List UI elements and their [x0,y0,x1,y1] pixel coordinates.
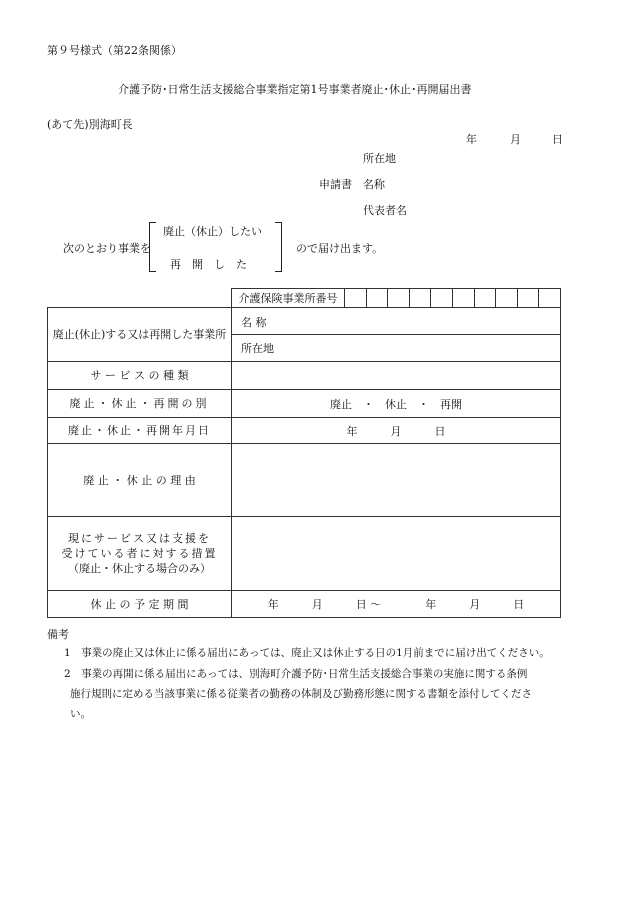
reason-label: 廃 止 ・ 休 止 の 理 由 [48,444,232,517]
type-options[interactable]: 廃止 ・ 休止 ・ 再開 [232,390,561,418]
left-bracket [149,222,156,272]
addressee: (あて先)別海町長 [47,118,133,131]
notes-heading: 備考 [47,628,69,641]
measures-label-line: （廃止・休止する場合のみ） [68,562,211,575]
statement-option-resume: 再 開 し た [170,258,247,271]
facility-address-field[interactable] [232,335,561,362]
applicant-name-label: 名称 [363,178,385,191]
note-2-line-3: い。 [70,708,91,720]
office-number-digit[interactable] [539,289,561,308]
applicant-address-label: 所在地 [363,152,396,165]
representative-label: 代表者名 [363,204,407,217]
office-number-digit[interactable] [366,289,388,308]
office-number-digit[interactable] [409,289,431,308]
facility-label: 廃止(休止)する又は再開した事業所 [48,308,232,362]
form-number: 第９号様式（第22条関係） [47,44,182,57]
office-number-digit[interactable] [452,289,474,308]
statement-suffix: ので届け出ます。 [296,242,384,255]
date-field[interactable]: 年 月 日 [232,418,561,444]
type-label: 廃止・休止・再開の別 [48,390,232,418]
office-number-digit[interactable] [517,289,539,308]
note-1: 1 事業の廃止又は休止に係る届出にあっては、廃止又は休止する日の1月前までに届け出てください。 [64,647,550,659]
measures-label-line: 現にサービス又は支援を [68,532,211,545]
date-year-label: 年 [466,133,477,146]
facility-name-field[interactable] [232,308,561,335]
service-type-label: サ ー ビ ス の 種 類 [48,362,232,390]
service-type-field[interactable] [232,362,561,390]
statement-option-abolish: 廃止（休止）したい [163,225,262,238]
document-title: 介護予防･日常生活支援総合事業指定第1号事業者廃止･休止･再開届出書 [118,83,472,96]
date-day-label: 日 [552,133,563,146]
date-label: 廃止・休止・再開年月日 [48,418,232,444]
office-number-digit[interactable] [474,289,496,308]
office-number-digit[interactable] [496,289,518,308]
statement-prefix: 次のとおり事業を [63,242,151,255]
measures-label-line: 受けている者に対する措置 [61,547,218,560]
note-2-line-1: 2 事業の再開に係る届出にあっては、別海町介護予防･日常生活支援総合事業の実施に関する条例 [64,668,528,680]
applicant-label: 申請書 [319,178,352,191]
office-number-digit[interactable] [388,289,410,308]
office-number-label: 介護保険事業所番号 [232,289,345,308]
note-2-line-2: 施行規則に定める当該事業に係る従業者の勤務の体制及び勤務形態に関する書類を添付してくださ [70,688,532,700]
reason-field[interactable] [232,444,561,517]
measures-field[interactable] [232,517,561,591]
measures-label [48,517,232,591]
office-number-digit[interactable] [345,289,367,308]
period-field[interactable]: 年 月 日 〜 年 月 日 [232,591,561,618]
period-label: 休 止 の 予 定 期 間 [48,591,232,618]
blank-corner [48,289,232,308]
facility-address-label: 所在地 [241,342,275,355]
right-bracket [275,222,282,272]
date-month-label: 月 [510,133,521,146]
notification-form-table [47,288,561,618]
office-number-digit[interactable] [431,289,453,308]
facility-name-label: 名 称 [241,316,267,329]
